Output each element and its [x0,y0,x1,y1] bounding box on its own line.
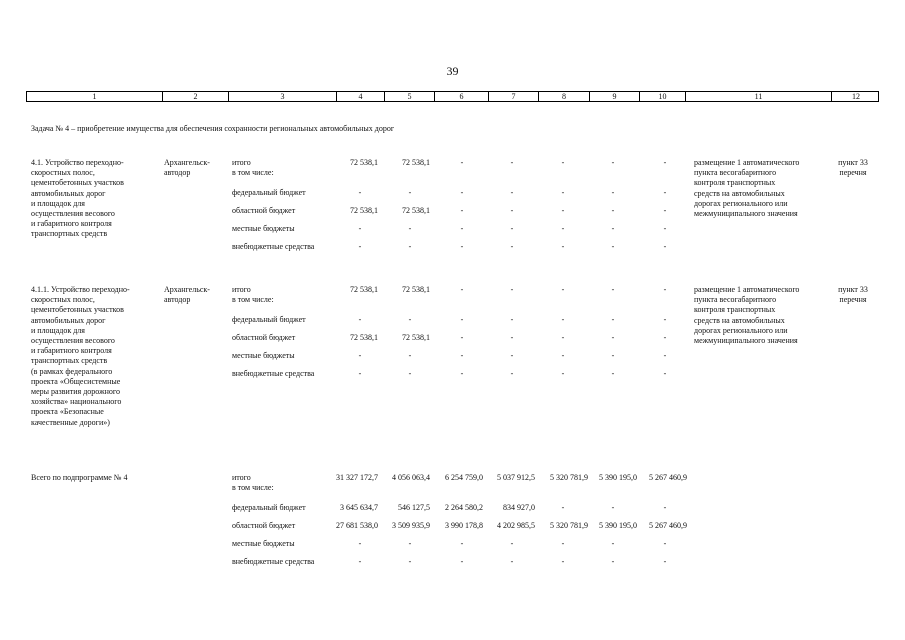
row-result-line: межмуниципального значения [694,209,798,218]
funding-value: - [611,315,615,324]
funding-value: 72 538,1 [402,333,430,342]
funding-value: - [358,188,362,197]
row-reference-line: пункт 33 [838,158,868,167]
row-reference-line: пункт 33 [838,285,868,294]
funding-value: - [611,188,615,197]
row-executor-line: Архангельск- [164,285,210,294]
row-name-line: транспортных средств [31,229,108,239]
row-name-line: хозяйства» национального [31,397,122,407]
funding-value: - [460,242,464,251]
funding-value: - [408,242,412,251]
funding-value: - [408,315,412,324]
funding-value: - [358,315,362,324]
funding-value: 72 538,1 [350,285,378,294]
column-header: 7 [488,92,538,101]
funding-value: 546 127,5 [398,503,430,512]
funding-value: 2 264 580,2 [445,503,483,512]
funding-value: - [408,539,412,548]
funding-source-label: в том числе: [232,168,274,178]
funding-source-label: областной бюджет [232,333,296,342]
funding-source-label: областной бюджет [232,521,296,530]
funding-value: - [611,557,615,566]
funding-value: - [510,242,514,251]
row-name-line: скоростных полос, [31,168,95,178]
column-header: 2 [162,92,228,101]
column-header: 4 [336,92,384,101]
row-result-line: межмуниципального значения [694,336,798,345]
funding-source-label: местные бюджеты [232,224,295,233]
funding-value: - [663,315,667,324]
funding-value: - [358,242,362,251]
funding-value: - [460,158,464,167]
funding-value: - [561,188,565,197]
funding-value: - [611,539,615,548]
row-name-line: 4.1.1. Устройство переходно- [31,285,130,294]
funding-value: 72 538,1 [402,158,430,167]
row-name-line: и площадок для [31,198,85,208]
funding-value: - [663,285,667,294]
funding-value: - [561,242,565,251]
funding-value: - [510,158,514,167]
row-result-line: пункта весогабаритного [694,295,777,305]
funding-value: 834 927,0 [503,503,535,512]
funding-value: - [611,242,615,251]
funding-source-label: федеральный бюджет [232,503,306,512]
page-number: 39 [446,64,459,78]
funding-value: - [408,557,412,566]
funding-value: - [358,224,362,233]
funding-source-label: итого [232,285,251,294]
row-result-line: размещение 1 автоматического [694,285,800,294]
funding-source-label: федеральный бюджет [232,188,306,197]
funding-value: - [408,351,412,360]
row-result-line: контроля транспортных [694,305,776,315]
row-name-line: и габаритного контроля [31,219,112,229]
funding-value: - [663,557,667,566]
funding-value: - [611,333,615,342]
row-name-line: осуществления весового [31,336,115,345]
row-name-line: автомобильных дорог [31,315,106,325]
row-result-line: контроля транспортных [694,178,776,188]
funding-value: 5 320 781,9 [550,521,588,530]
funding-value: - [510,188,514,197]
column-header: 5 [384,92,434,101]
funding-value: - [510,333,514,342]
funding-value: - [611,158,615,167]
funding-source-label: внебюджетные средства [232,369,315,378]
funding-value: - [561,503,565,512]
row-name-line: цементобетонных участков [31,305,124,315]
funding-value: - [611,206,615,215]
row-name-line: автомобильных дорог [31,188,106,198]
funding-value: - [358,351,362,360]
funding-value: - [408,369,412,378]
funding-value: - [611,224,615,233]
funding-value: - [561,333,565,342]
column-header: 11 [685,92,831,101]
funding-value: - [510,315,514,324]
funding-value: - [663,188,667,197]
row-result-line: дорогах регионального или [694,325,788,335]
funding-value: - [561,369,565,378]
row-name-line: осуществления весового [31,209,115,218]
funding-value: - [358,539,362,548]
funding-source-label: местные бюджеты [232,351,295,360]
funding-value: 72 538,1 [350,206,378,215]
funding-value: - [611,369,615,378]
funding-value: - [510,224,514,233]
row-name-line: скоростных полос, [31,295,95,305]
funding-value: 5 390 195,0 [599,521,637,530]
funding-value: - [460,224,464,233]
funding-value: 31 327 172,7 [336,473,378,482]
funding-value: - [561,224,565,233]
row-reference-line: перечня [839,295,867,305]
funding-value: - [663,242,667,251]
row-result-line: пункта весогабаритного [694,168,777,178]
funding-value: 72 538,1 [350,158,378,167]
funding-value: - [663,351,667,360]
funding-value: 72 538,1 [402,285,430,294]
funding-value: - [611,503,615,512]
funding-value: - [510,539,514,548]
funding-source-label: в том числе: [232,295,274,305]
row-result-line: размещение 1 автоматического [694,158,800,167]
funding-source-label: итого [232,473,251,482]
row-name-line: проекта «Общесистемные [31,376,121,386]
funding-value: - [611,285,615,294]
funding-value: - [663,333,667,342]
funding-value: - [460,539,464,548]
funding-value: 5 320 781,9 [550,473,588,482]
column-header: 12 [831,92,880,101]
row-name-line: и габаритного контроля [31,346,112,356]
row-reference-line: перечня [839,168,867,178]
funding-value: - [510,351,514,360]
funding-value: 6 254 759,0 [445,473,483,482]
column-header: 1 [92,92,97,101]
row-name-line: Всего по подпрограмме № 4 [31,473,128,482]
funding-source-label: в том числе: [232,483,274,493]
funding-source-label: внебюджетные средства [232,557,315,566]
funding-value: - [561,158,565,167]
funding-value: 5 390 195,0 [599,473,637,482]
funding-value: - [460,188,464,197]
row-result-line: дорогах регионального или [694,198,788,208]
funding-value: - [460,369,464,378]
task-title: Задача № 4 – приобретение имущества для обеспечения сохранности региональных автомобильных дорог [31,124,395,133]
funding-value: 3 990 178,8 [445,521,483,530]
funding-value: - [510,369,514,378]
row-name-line: транспортных средств [31,356,108,366]
funding-value: 3 645 634,7 [340,503,378,512]
funding-value: - [408,188,412,197]
column-header: 6 [434,92,488,101]
funding-value: - [408,224,412,233]
funding-value: - [663,224,667,233]
row-result-line: средств на автомобильных [694,315,785,325]
column-header: 9 [589,92,639,101]
funding-value: - [561,351,565,360]
funding-value: - [358,369,362,378]
funding-value: 5 037 912,5 [497,473,535,482]
row-name-line: меры развития дорожного [31,387,120,396]
funding-value: - [510,206,514,215]
funding-value: 4 056 063,4 [392,473,430,482]
funding-value: - [663,369,667,378]
row-name-line: и площадок для [31,325,85,335]
funding-source-label: федеральный бюджет [232,315,306,324]
row-name-line: 4.1. Устройство переходно- [31,158,124,167]
funding-value: - [561,206,565,215]
funding-value: - [460,206,464,215]
funding-value: - [561,539,565,548]
funding-value: 5 267 460,9 [649,521,687,530]
funding-value: - [561,315,565,324]
funding-value: - [358,557,362,566]
funding-value: - [510,557,514,566]
column-header: 3 [228,92,336,101]
funding-value: 72 538,1 [350,333,378,342]
row-name-line: цементобетонных участков [31,178,124,188]
funding-value: - [510,285,514,294]
column-header: 10 [639,92,685,101]
funding-value: - [663,206,667,215]
funding-value: - [663,158,667,167]
row-name-line: качественные дороги») [31,417,110,427]
funding-value: - [460,351,464,360]
funding-source-label: итого [232,158,251,167]
funding-value: - [460,557,464,566]
funding-value: - [663,539,667,548]
row-result-line: средств на автомобильных [694,188,785,198]
column-header: 8 [538,92,589,101]
row-name-line: проекта «Безопасные [31,407,104,417]
funding-value: - [460,315,464,324]
row-name-line: (в рамках федерального [31,366,113,376]
funding-value: - [561,557,565,566]
funding-value: 72 538,1 [402,206,430,215]
funding-value: 4 202 985,5 [497,521,535,530]
funding-value: 5 267 460,9 [649,473,687,482]
funding-value: - [611,351,615,360]
funding-value: 27 681 538,0 [336,521,378,530]
column-header-row [26,91,879,102]
funding-source-label: местные бюджеты [232,539,295,548]
row-executor-line: автодор [164,295,191,305]
row-executor-line: автодор [164,168,191,178]
funding-source-label: внебюджетные средства [232,242,315,251]
funding-value: - [561,285,565,294]
funding-source-label: областной бюджет [232,206,296,215]
funding-value: 3 509 935,9 [392,521,430,530]
funding-value: - [460,285,464,294]
funding-value: - [460,333,464,342]
funding-value: - [663,503,667,512]
row-executor-line: Архангельск- [164,158,210,167]
